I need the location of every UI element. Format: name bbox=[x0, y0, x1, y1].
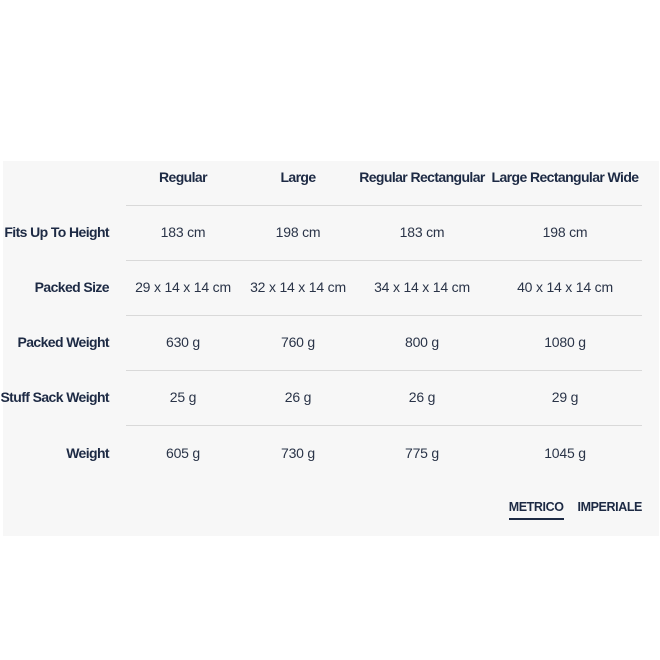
table-row-weight bbox=[3, 427, 659, 482]
spec-table-panel bbox=[0, 161, 659, 536]
column-header-regular-rectangular: Regular Rectangular bbox=[359, 169, 485, 185]
row-divider bbox=[126, 425, 642, 426]
table-row-fits-up-to-height bbox=[3, 206, 659, 261]
table-cell: 183 cm bbox=[160, 224, 206, 240]
table-row-packed-weight bbox=[3, 316, 659, 371]
table-cell: 760 g bbox=[280, 334, 316, 350]
row-label: Packed Weight bbox=[17, 334, 109, 350]
table-header-row bbox=[3, 161, 659, 205]
table-cell: 29 x 14 x 14 cm bbox=[135, 279, 231, 295]
table-cell: 26 g bbox=[408, 389, 436, 405]
table-cell: 40 x 14 x 14 cm bbox=[517, 279, 613, 295]
row-label: Packed Size bbox=[34, 279, 109, 295]
imperial-unit-button[interactable]: IMPERIALE bbox=[577, 500, 642, 514]
table-cell: 34 x 14 x 14 cm bbox=[374, 279, 470, 295]
table-cell: 605 g bbox=[165, 445, 201, 461]
table-cell: 775 g bbox=[404, 445, 440, 461]
row-label: Weight bbox=[66, 445, 109, 461]
table-cell: 630 g bbox=[165, 334, 201, 350]
column-header-regular: Regular bbox=[159, 169, 207, 185]
table-cell: 800 g bbox=[404, 334, 440, 350]
table-cell: 730 g bbox=[280, 445, 316, 461]
table-row-packed-size bbox=[3, 261, 659, 316]
row-label: Fits Up To Height bbox=[4, 224, 109, 240]
row-label: Stuff Sack Weight bbox=[0, 389, 109, 405]
column-header-large: Large bbox=[280, 169, 316, 185]
table-cell: 183 cm bbox=[399, 224, 445, 240]
metric-unit-button[interactable]: METRICO bbox=[509, 500, 564, 520]
table-cell: 25 g bbox=[169, 389, 197, 405]
table-cell: 198 cm bbox=[275, 224, 321, 240]
table-cell: 29 g bbox=[551, 389, 579, 405]
table-cell: 26 g bbox=[284, 389, 312, 405]
table-cell: 198 cm bbox=[542, 224, 588, 240]
table-row-stuff-sack-weight bbox=[0, 371, 659, 426]
column-header-large-rectangular-wide: Large Rectangular Wide bbox=[491, 169, 639, 185]
unit-toggle bbox=[509, 500, 642, 520]
table-cell: 1080 g bbox=[544, 334, 586, 350]
table-cell: 1045 g bbox=[544, 445, 586, 461]
table-cell: 32 x 14 x 14 cm bbox=[250, 279, 346, 295]
